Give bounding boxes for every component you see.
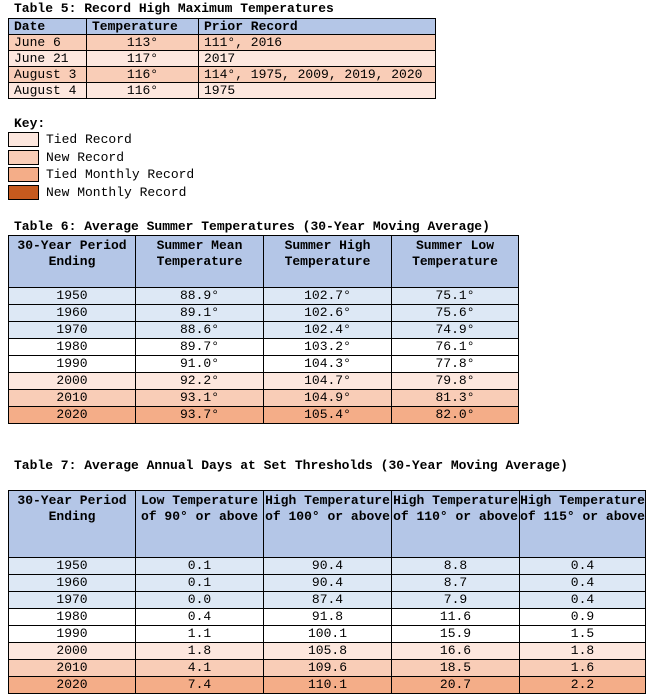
table6-cell: 104.7° xyxy=(264,373,392,390)
table7-header-row xyxy=(9,491,646,558)
table5-cell: June 6 xyxy=(9,35,87,51)
table6-cell: 104.9° xyxy=(264,390,392,407)
table6-cell: 102.7° xyxy=(264,288,392,305)
table7-cell: 0.4 xyxy=(520,575,646,592)
table7-cell: 2.2 xyxy=(520,677,646,694)
table7-cell: 11.6 xyxy=(392,609,520,626)
table7-cell: 0.0 xyxy=(136,592,264,609)
table7-caption: Table 7: Average Annual Days at Set Thresholds (30-Year Moving Average) xyxy=(14,458,568,473)
table7-row xyxy=(9,558,646,575)
table6-row xyxy=(9,288,519,305)
table6-cell: 1980 xyxy=(9,339,136,356)
table7-cell: 0.4 xyxy=(520,592,646,609)
table7-cell: 0.1 xyxy=(136,558,264,575)
table6-row xyxy=(9,339,519,356)
table6-header-period: 30-Year Period Ending xyxy=(9,236,136,288)
table7-row xyxy=(9,609,646,626)
table7-cell: 20.7 xyxy=(392,677,520,694)
table7-cell: 1.8 xyxy=(520,643,646,660)
table7-cell: 18.5 xyxy=(392,660,520,677)
table7-cell: 87.4 xyxy=(264,592,392,609)
table6-cell: 79.8° xyxy=(392,373,519,390)
table6-cell: 1950 xyxy=(9,288,136,305)
table5-row xyxy=(9,67,436,83)
table7-row xyxy=(9,575,646,592)
table7-cell: 0.4 xyxy=(520,558,646,575)
table5-cell: 111°, 2016 xyxy=(199,35,436,51)
table7-cell: 4.1 xyxy=(136,660,264,677)
table5-cell: 114°, 1975, 2009, 2019, 2020 xyxy=(199,67,436,83)
table7-cell: 1.1 xyxy=(136,626,264,643)
key-label: New Monthly Record xyxy=(46,184,187,200)
table5-header-temperature: Temperature xyxy=(87,19,199,35)
table5-cell: 2017 xyxy=(199,51,436,67)
table6-cell: 102.6° xyxy=(264,305,392,322)
table7-cell: 8.8 xyxy=(392,558,520,575)
table7-cell: 8.7 xyxy=(392,575,520,592)
table7-cell: 1.8 xyxy=(136,643,264,660)
table7-cell: 15.9 xyxy=(392,626,520,643)
table6-cell: 102.4° xyxy=(264,322,392,339)
table7-cell: 2000 xyxy=(9,643,136,660)
table7-cell: 1990 xyxy=(9,626,136,643)
table7-cell: 90.4 xyxy=(264,558,392,575)
table6-cell: 2020 xyxy=(9,407,136,424)
table7-cell: 109.6 xyxy=(264,660,392,677)
table6-cell: 105.4° xyxy=(264,407,392,424)
table7-header-high115: High Temperature of 115° or above xyxy=(520,491,646,558)
table5 xyxy=(8,18,436,99)
key-swatch xyxy=(8,167,39,182)
table6-cell: 89.1° xyxy=(136,305,264,322)
table7-cell: 91.8 xyxy=(264,609,392,626)
table6-cell: 89.7° xyxy=(136,339,264,356)
table5-row xyxy=(9,83,436,99)
table5-cell: June 21 xyxy=(9,51,87,67)
table5-cell: 116° xyxy=(87,83,199,99)
table6-row xyxy=(9,356,519,373)
table5-row xyxy=(9,51,436,67)
table6-cell: 74.9° xyxy=(392,322,519,339)
table6-cell: 81.3° xyxy=(392,390,519,407)
table6-row xyxy=(9,373,519,390)
table7-row xyxy=(9,626,646,643)
table6-header-mean: Summer Mean Temperature xyxy=(136,236,264,288)
table6-header-row xyxy=(9,236,519,288)
table6-cell: 93.1° xyxy=(136,390,264,407)
table6-cell: 104.3° xyxy=(264,356,392,373)
table7-header-high100: High Temperature of 100° or above xyxy=(264,491,392,558)
key-label: Tied Record xyxy=(46,132,132,147)
table7-row xyxy=(9,660,646,677)
table6-row xyxy=(9,407,519,424)
table5-row xyxy=(9,35,436,51)
table6-cell: 88.6° xyxy=(136,322,264,339)
table7-cell: 1970 xyxy=(9,592,136,609)
table5-cell: August 3 xyxy=(9,67,87,83)
table7-cell: 0.1 xyxy=(136,575,264,592)
table6-cell: 75.6° xyxy=(392,305,519,322)
table7-header-high110: High Temperature of 110° or above xyxy=(392,491,520,558)
table7-cell: 7.9 xyxy=(392,592,520,609)
table6-row xyxy=(9,322,519,339)
table6-cell: 1990 xyxy=(9,356,136,373)
table7-header-low90: Low Temperature of 90° or above xyxy=(136,491,264,558)
table6-cell: 91.0° xyxy=(136,356,264,373)
table5-cell: 1975 xyxy=(199,83,436,99)
table7-cell: 1950 xyxy=(9,558,136,575)
table6-header-low: Summer Low Temperature xyxy=(392,236,519,288)
table6-cell: 88.9° xyxy=(136,288,264,305)
table7-cell: 0.4 xyxy=(136,609,264,626)
table5-caption: Table 5: Record High Maximum Temperatures xyxy=(14,1,334,16)
table7-cell: 1980 xyxy=(9,609,136,626)
table6-cell: 76.1° xyxy=(392,339,519,356)
table5-header-row xyxy=(9,19,436,35)
table5-header-date: Date xyxy=(9,19,87,35)
table7-row xyxy=(9,677,646,694)
table7-cell: 2010 xyxy=(9,660,136,677)
table5-cell: 113° xyxy=(87,35,199,51)
table6-cell: 2000 xyxy=(9,373,136,390)
table5-header-prior-record: Prior Record xyxy=(199,19,436,35)
table7-cell: 0.9 xyxy=(520,609,646,626)
key-swatch xyxy=(8,185,39,200)
table6-cell: 1960 xyxy=(9,305,136,322)
table6-row xyxy=(9,305,519,322)
table7-cell: 16.6 xyxy=(392,643,520,660)
key-swatch xyxy=(8,132,39,147)
key-swatch xyxy=(8,150,39,165)
table7-cell: 1.6 xyxy=(520,660,646,677)
table7-cell: 110.1 xyxy=(264,677,392,694)
table6-cell: 2010 xyxy=(9,390,136,407)
table5-cell: 116° xyxy=(87,67,199,83)
table7-cell: 2020 xyxy=(9,677,136,694)
key-label: Tied Monthly Record xyxy=(46,167,195,182)
table6 xyxy=(8,235,519,424)
table6-cell: 77.8° xyxy=(392,356,519,373)
table6-cell: 1970 xyxy=(9,322,136,339)
table7 xyxy=(8,490,646,694)
key-label: New Record xyxy=(46,149,125,165)
table5-cell: August 4 xyxy=(9,83,87,99)
table7-cell: 105.8 xyxy=(264,643,392,660)
table6-cell: 82.0° xyxy=(392,407,519,424)
table7-cell: 100.1 xyxy=(264,626,392,643)
table7-row xyxy=(9,643,646,660)
table6-header-high: Summer High Temperature xyxy=(264,236,392,288)
table6-caption: Table 6: Average Summer Temperatures (30-Year Moving Average) xyxy=(14,219,490,234)
table7-cell: 1960 xyxy=(9,575,136,592)
table7-cell: 90.4 xyxy=(264,575,392,592)
table6-row xyxy=(9,390,519,407)
table7-header-period: 30-Year Period Ending xyxy=(9,491,136,558)
table7-row xyxy=(9,592,646,609)
table7-cell: 7.4 xyxy=(136,677,264,694)
table6-cell: 103.2° xyxy=(264,339,392,356)
table5-cell: 117° xyxy=(87,51,199,67)
table6-cell: 75.1° xyxy=(392,288,519,305)
table7-cell: 1.5 xyxy=(520,626,646,643)
table6-cell: 93.7° xyxy=(136,407,264,424)
key-title: Key: xyxy=(14,116,46,131)
table6-cell: 92.2° xyxy=(136,373,264,390)
